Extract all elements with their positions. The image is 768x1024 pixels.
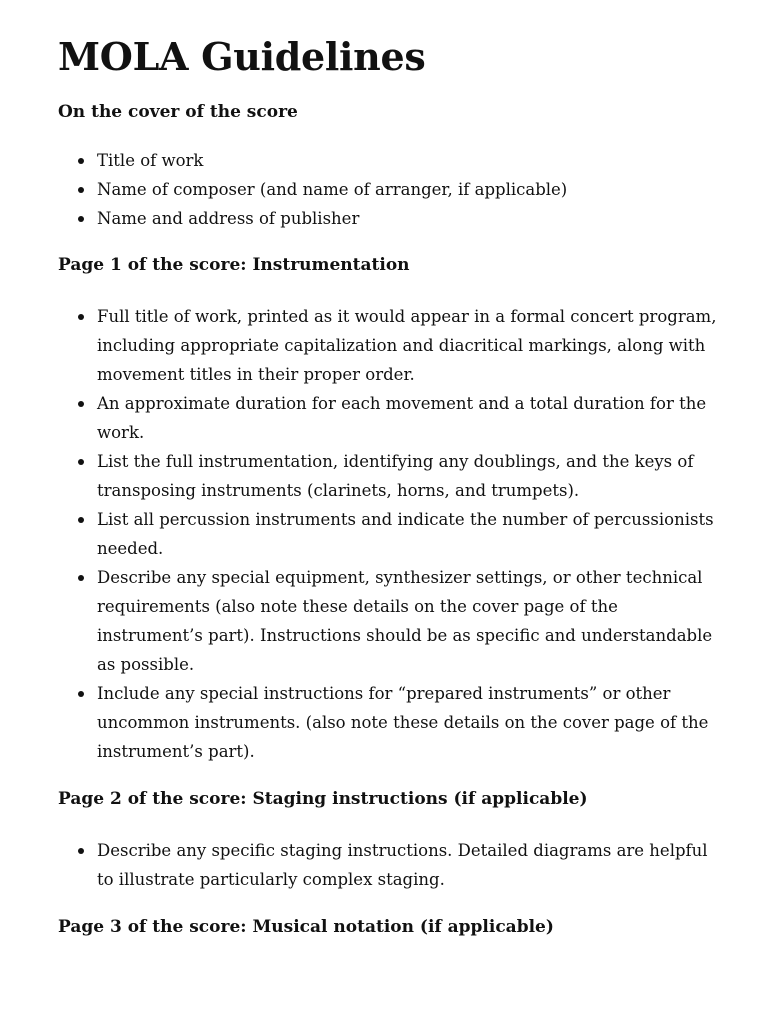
- document-page: [58, 0, 718, 939]
- list-item: Describe any special equipment, synthesizer settings, or other technical requirements (also note these details on the cover page of the instrument’s part). Instructions should be as specific and understandable as possible.: [58, 563, 718, 679]
- cover-list: [58, 146, 718, 233]
- page-title: MOLA Guidelines: [58, 34, 426, 79]
- list-item: List the full instrumentation, identifying any doublings, and the keys of transposing instruments (clarinets, horns, and trumpets).: [58, 447, 718, 505]
- list-item: Title of work: [58, 146, 718, 175]
- list-item: Describe any specific staging instructions. Detailed diagrams are helpful to illustrate particularly complex staging.: [58, 836, 718, 894]
- section-heading-instrumentation: Page 1 of the score: Instrumentation: [58, 255, 410, 275]
- list-item: Include any special instructions for “prepared instruments” or other uncommon instruments. (also note these details on the cover page of the instrument’s part).: [58, 679, 718, 766]
- list-item: Full title of work, printed as it would appear in a formal concert program, including appropriate capitalization and diacritical markings, along with movement titles in their proper order.: [58, 302, 718, 389]
- instrumentation-list: [58, 302, 718, 766]
- list-item: Name and address of publisher: [58, 204, 718, 233]
- section-heading-staging: Page 2 of the score: Staging instructions (if applicable): [58, 789, 588, 809]
- list-item: Name of composer (and name of arranger, if applicable): [58, 175, 718, 204]
- section-heading-notation: Page 3 of the score: Musical notation (if applicable): [58, 917, 554, 937]
- list-item: An approximate duration for each movement and a total duration for the work.: [58, 389, 718, 447]
- staging-list: [58, 836, 718, 894]
- list-item: List all percussion instruments and indicate the number of percussionists needed.: [58, 505, 718, 563]
- section-heading-cover: On the cover of the score: [58, 102, 298, 122]
